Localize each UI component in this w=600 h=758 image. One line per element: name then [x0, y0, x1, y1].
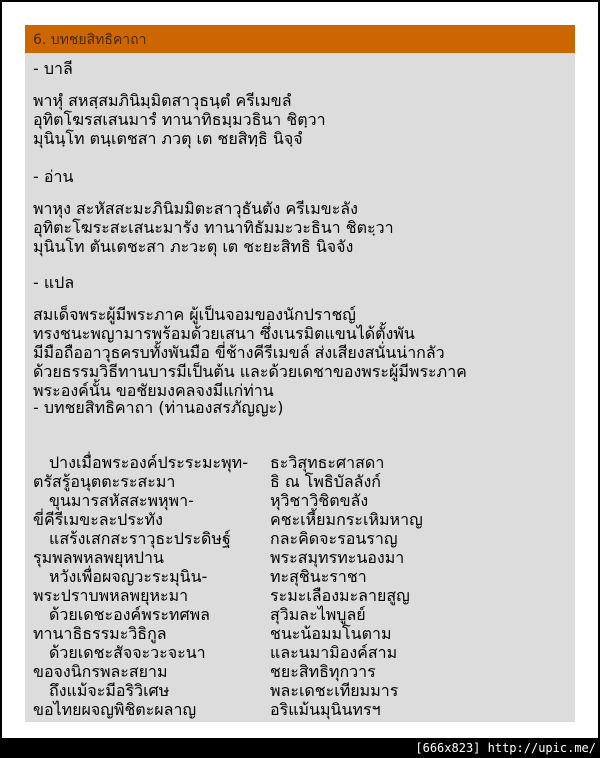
poem-right: คชะเหี้ยมกระเหิมหาญ — [270, 510, 423, 529]
poem-left: ด้วยเดชะสัจจะวะจะนา — [49, 643, 206, 662]
pali-line: อุทิตโฆรสเสนมารํ ทานาทิธมฺมวธินา ชิตฺวา — [33, 110, 326, 129]
poem-right: และนมามิองค์สาม — [270, 643, 398, 662]
poem-row — [33, 643, 573, 662]
section-title: 6. บทชยสิทธิคาถา — [25, 25, 575, 53]
poem-left: ด้วยเดชะองค์พระทศพล — [49, 605, 210, 624]
poem-row — [33, 681, 573, 700]
poem-left: รุมพลพหลพยุหปาน — [33, 548, 164, 567]
poem-right: ชยะสิทธิทุกวาร — [270, 662, 376, 681]
reading-line: พาหุง สะหัสสะมะภินิมมิตะสาวุธันตัง ครีเมขะลัง — [33, 199, 358, 218]
poem-right: สุวิมละไพบูลย์ — [270, 605, 366, 624]
poem-row — [33, 472, 573, 491]
reading-section — [33, 167, 394, 256]
poem-left: ทานาธิธรรมะวิธิกูล — [33, 624, 167, 643]
translation-section — [33, 273, 467, 400]
pali-heading: - บาลี — [33, 59, 73, 78]
poem-row — [33, 605, 573, 624]
poem-row — [33, 548, 573, 567]
translation-line: มีมือถืออาวุธครบทั้งพันมือ ขี่ช้างคีรีเมขล์ ส่งเสียงสนั่นน่ากลัว — [33, 343, 445, 362]
reading-line: มุนินโท ตันเตชะสา ภะวะตุ เต ชะยะสิทธิ นิจจัง — [33, 237, 354, 256]
poem-right: ธิ ณ โพธิบัลลังก์ — [270, 472, 381, 491]
reading-heading: - อ่าน — [33, 167, 74, 186]
poem-left: แสร้งเสกสะราวุธะประดิษฐ์ — [49, 529, 231, 548]
poem-row — [33, 491, 573, 510]
poem-right: หุวิชาวิชิตขลัง — [270, 491, 369, 510]
poem-row — [33, 567, 573, 586]
poem-left: ปางเมื่อพระองค์ประระมะพุท- — [49, 453, 248, 472]
reading-line: อุทิตะโฆระสะเสนะมารัง ทานาทิธัมมะวะธินา ชิตะฺวา — [33, 218, 394, 237]
poem-right: ชนะน้อมมโนตาม — [270, 624, 392, 643]
poem-left: ขุนมารสหัสสะพหุพา- — [49, 491, 194, 510]
pali-line: มุนินฺโท ตนฺเตชสา ภวตุ เต ชยสิทฺธิ นิจฺจํ — [33, 129, 303, 148]
pali-section — [33, 59, 326, 148]
poem-left: พระปราบพหลพยุหะมา — [33, 586, 189, 605]
chant-panel — [25, 25, 575, 722]
poem-right: กละคิดจะรอนราญ — [270, 529, 398, 548]
translation-heading: - แปล — [33, 273, 75, 292]
pali-line: พาหุํ สหสฺสมภินิมฺมิตสาวุธนฺตํ ครีเมขลํ — [33, 91, 292, 110]
watermark-bar — [0, 738, 600, 758]
poem-left: ขอจงนิกรพละสยาม — [33, 662, 168, 681]
poem-left: ตรัสรู้อนุตตะระสะมา — [33, 472, 176, 491]
poem-left: ขอไทยผจญพิชิตะผลาญ — [33, 700, 197, 719]
translation-line: ด้วยธรรมวิธีทานบารมีเป็นต้น และด้วยเดชาของพระผู้มีพระภาค — [33, 362, 467, 381]
poem-row — [33, 510, 573, 529]
poem-right: อริแม้นมุนินทรฯ — [270, 700, 381, 719]
translation-line: สมเด็จพระผู้มีพระภาค ผู้เป็นจอมของนักปราชญ์ — [33, 305, 356, 324]
poem-row — [33, 586, 573, 605]
poem-right: ระมะเลืองมะลายสูญ — [270, 586, 410, 605]
poem-row — [33, 453, 573, 472]
poem-row — [33, 700, 573, 719]
poem-heading: - บทชยสิทธิคาถา (ท่านองสรภัญญะ) — [33, 398, 284, 417]
poem-verses — [33, 453, 573, 719]
translation-line: ทรงชนะพญามารพร้อมด้วยเสนา ซึ่งเนรมิตแขนได้ตั้งพัน — [33, 324, 415, 343]
poem-row — [33, 529, 573, 548]
translation-line: พระองค์นั้น ขอชัยมงคลจงมีแก่ท่าน — [33, 381, 274, 400]
watermark-text: [666x823] http://upic.me/ — [415, 741, 596, 755]
poem-right: พละเดชะเทียมมาร — [270, 681, 399, 700]
poem-left: หวังเพื่อผจญวะระมุนิน- — [49, 567, 208, 586]
poem-left: ขี่คีรีเมขะละประทัง — [33, 510, 163, 529]
poem-right: พระสมุทรทะนองมา — [270, 548, 405, 567]
poem-section — [33, 398, 283, 417]
poem-right: ทะสุชินะราชา — [270, 567, 367, 586]
poem-row — [33, 662, 573, 681]
poem-right: ธะวิสุทธะศาสดา — [270, 453, 385, 472]
poem-row — [33, 624, 573, 643]
poem-left: ถึงแม้จะมีอริวิเศษ — [49, 681, 170, 700]
